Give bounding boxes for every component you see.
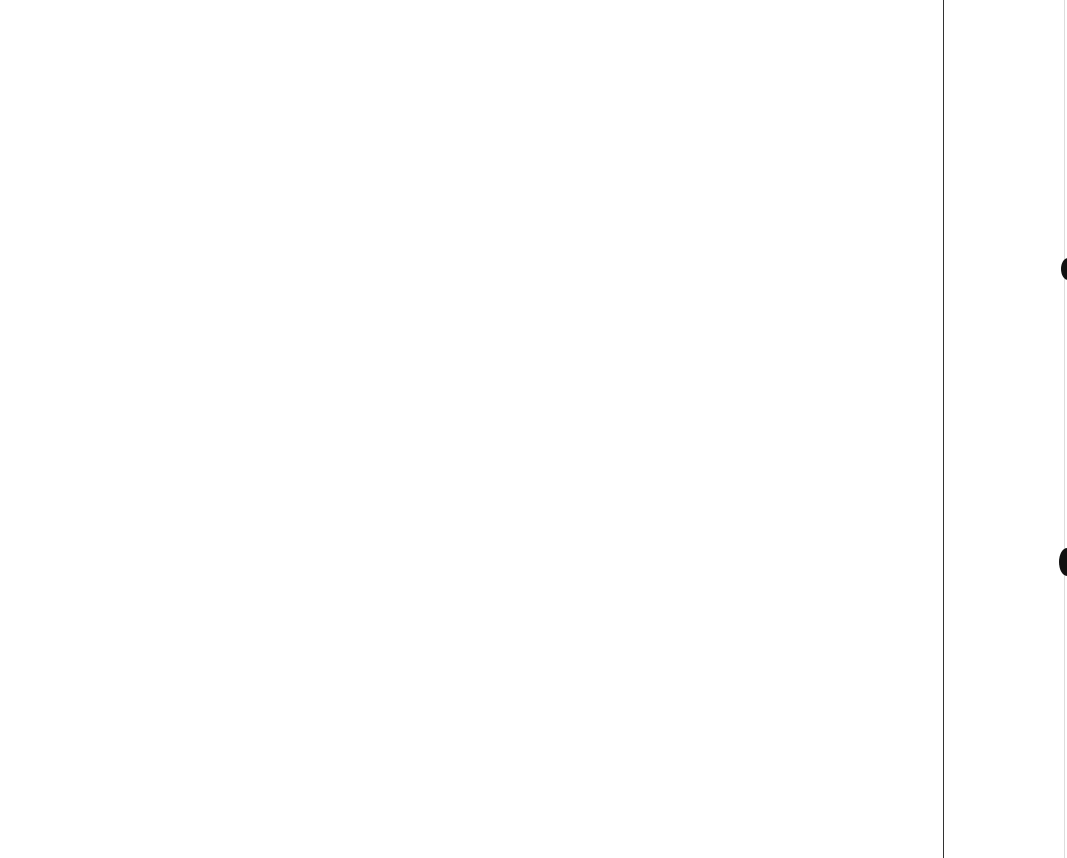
- page-edge: [1064, 0, 1065, 858]
- scan-hole-mark: [1061, 258, 1067, 280]
- scan-hole-mark: [1059, 548, 1067, 576]
- column-divider: [943, 0, 944, 858]
